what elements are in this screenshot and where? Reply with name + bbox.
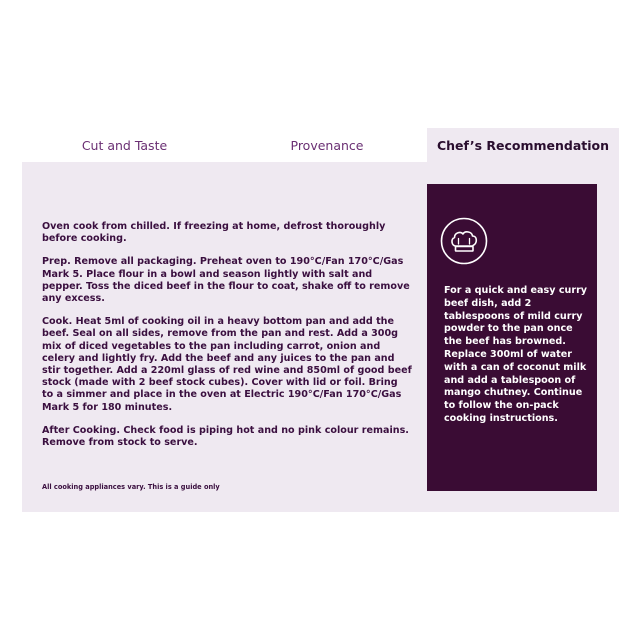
cooking-instructions bbox=[42, 221, 412, 460]
tab-cut-and-taste[interactable]: Cut and Taste bbox=[22, 128, 227, 162]
tab-provenance[interactable]: Provenance bbox=[227, 128, 427, 162]
tab-panel bbox=[22, 162, 619, 512]
instruction-paragraph: Cook. Heat 5ml of cooking oil in a heavy bottom pan and add the beef. Seal on all sides, remove from the pan and rest. Add a 300g mix of diced vegetables to the pan including carrot, onion and celery and lightly fry. Add the beef and any juices to the pan and stir together. Add a 220ml glass of red wine and 850ml of good beef stock (made with 2 beef stock cubes). Cover with lid or foil. Bring to a simmer and place in the oven at Electric 190°C/Fan 170°C/Gas Mark 5 for 180 minutes. bbox=[42, 316, 412, 413]
appliance-footnote: All cooking appliances vary. This is a guide only bbox=[42, 483, 220, 491]
instruction-paragraph: After Cooking. Check food is piping hot and no pink colour remains. Remove from stock to serve. bbox=[42, 424, 409, 449]
chef-hat-icon bbox=[440, 217, 488, 265]
instruction-paragraph: Oven cook from chilled. If freezing at home, defrost thoroughly before cooking. bbox=[42, 221, 386, 245]
chef-recommendation-text: For a quick and easy curry beef dish, add 2 tablespoons of mild curry powder to the pan once the beef has browned. Replace 300ml of water with a can of coconut milk and add a tablespoon of mango chutney. Continue to follow the on-pack cooking instructions. bbox=[444, 285, 588, 424]
chef-recommendation-box bbox=[427, 184, 597, 491]
tab-chefs-recommendation[interactable]: Chef’s Recommendation bbox=[427, 128, 619, 162]
instruction-paragraph: Prep. Remove all packaging. Preheat oven to 190°C/Fan 170°C/Gas Mark 5. Place flour in a bowl and season lightly with salt and pepper. Toss the diced beef in the flour to coat, shake off to remove any excess. bbox=[42, 256, 410, 305]
tab-bar bbox=[22, 128, 619, 162]
